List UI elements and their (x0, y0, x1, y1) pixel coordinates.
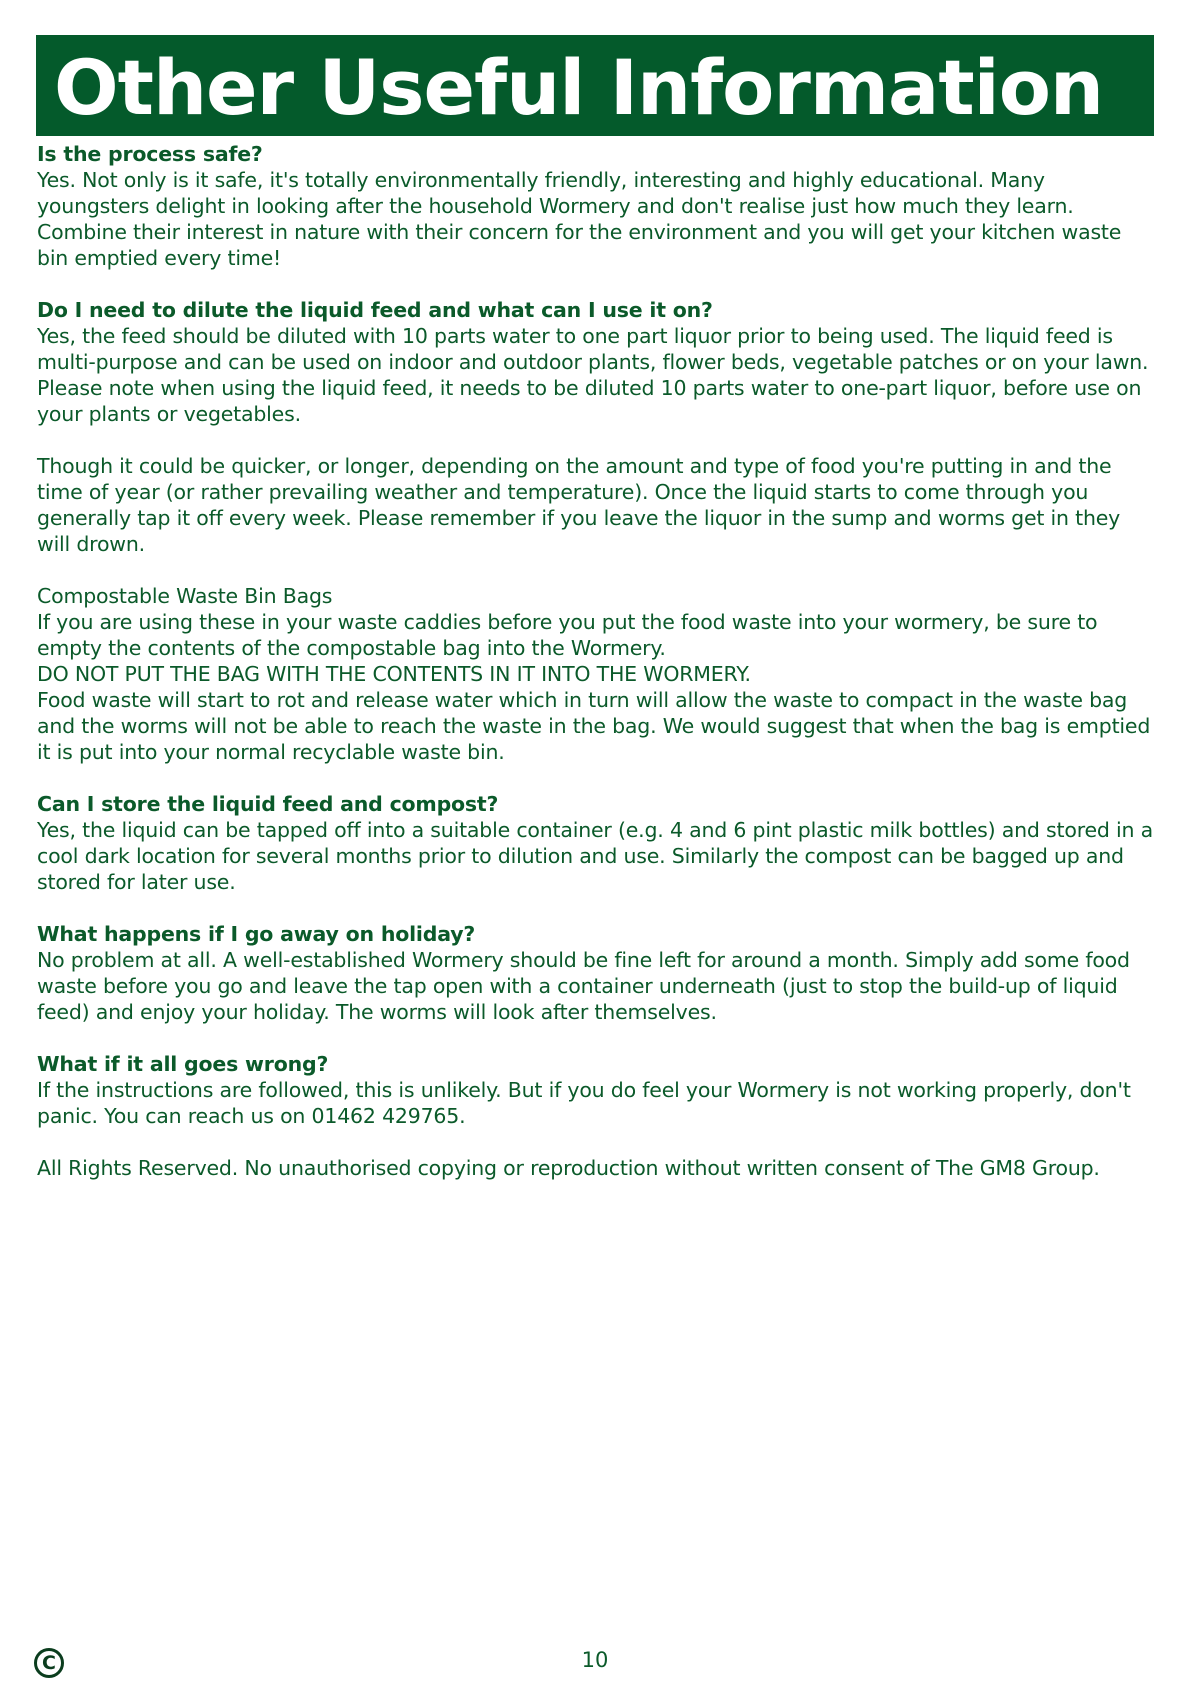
title-banner (36, 35, 1154, 136)
faq-holiday (37, 921, 1155, 1025)
page-number: 10 (581, 1648, 609, 1672)
page-title: Other Useful Information (54, 42, 1104, 132)
question: What if it all goes wrong? (37, 1052, 329, 1076)
section-heading: Compostable Waste Bin Bags (37, 584, 333, 608)
answer: If the instructions are followed, this is unlikely. But if you do feel your Wormery is not working properly, don't panic. You can reach us on 01462 429765. (37, 1078, 1131, 1128)
answer: No problem at all. A well-established Wormery should be fine left for around a month. Simply add some food waste before you go and leave the tap open with a container underneath (just to stop the build-up of liquid feed) and enjoy your holiday. The worms will look after themselves. (37, 948, 1130, 1024)
question: Can I store the liquid feed and compost? (37, 792, 499, 816)
paragraph-text: All Rights Reserved. No unauthorised copying or reproduction without written consent of The GM8 Group. (37, 1156, 1100, 1180)
paragraph-text: If you are using these in your waste caddies before you put the food waste into your wormery, be sure to empty the contents of the compostable bag into the Wormery. (37, 610, 1098, 660)
faq-dilute-liquid-feed (37, 297, 1155, 427)
paragraph-text: Food waste will start to rot and release water which in turn will allow the waste to compact in the waste bag and the worms will not be able to reach the waste in the bag. We would suggest that when the bag is emptied it is put into your normal recyclable waste bin. (37, 688, 1151, 764)
answer: Yes. Not only is it safe, it's totally environmentally friendly, interesting and highly educational. Many youngsters delight in looking after the household Wormery and don't realise just how much they learn. Combine their interest in nature with their concern for the environment and you will get your kitchen waste bin emptied every time! (37, 168, 1122, 270)
paragraph-timing (37, 453, 1155, 557)
copyright-icon (34, 1648, 64, 1678)
faq-process-safe (37, 141, 1155, 271)
section-compostable-bags (37, 583, 1155, 765)
question: Is the process safe? (37, 142, 263, 166)
question: Do I need to dilute the liquid feed and what can I use it on? (37, 298, 713, 322)
faq-goes-wrong (37, 1051, 1155, 1129)
question: What happens if I go away on holiday? (37, 922, 476, 946)
warning-text: DO NOT PUT THE BAG WITH THE CONTENTS IN IT INTO THE WORMERY. (37, 662, 751, 686)
paragraph-text: Though it could be quicker, or longer, depending on the amount and type of food you're putting in and the time of year (or rather prevailing weather and temperature). Once the liquid starts to come through you generally tap it off every week. Please remember if you leave the liquor in the sump and worms get in they will drown. (37, 454, 1121, 556)
answer: Yes, the liquid can be tapped off into a suitable container (e.g. 4 and 6 pint plastic milk bottles) and stored in a cool dark location for several months prior to dilution and use. Similarly the compost can be bagged up and stored for later use. (37, 818, 1153, 894)
answer: Yes, the feed should be diluted with 10 parts water to one part liquor prior to being used. The liquid feed is multi-purpose and can be used on indoor and outdoor plants, flower beds, vegetable patches or on your lawn. Please note when using the liquid feed, it needs to be diluted 10 parts water to one-part liquor, before use on your plants or vegetables. (37, 324, 1149, 426)
faq-store-liquid-feed (37, 791, 1155, 895)
rights-notice (37, 1155, 1155, 1181)
content (37, 141, 1155, 1207)
copyright-letter: C (42, 1651, 56, 1674)
